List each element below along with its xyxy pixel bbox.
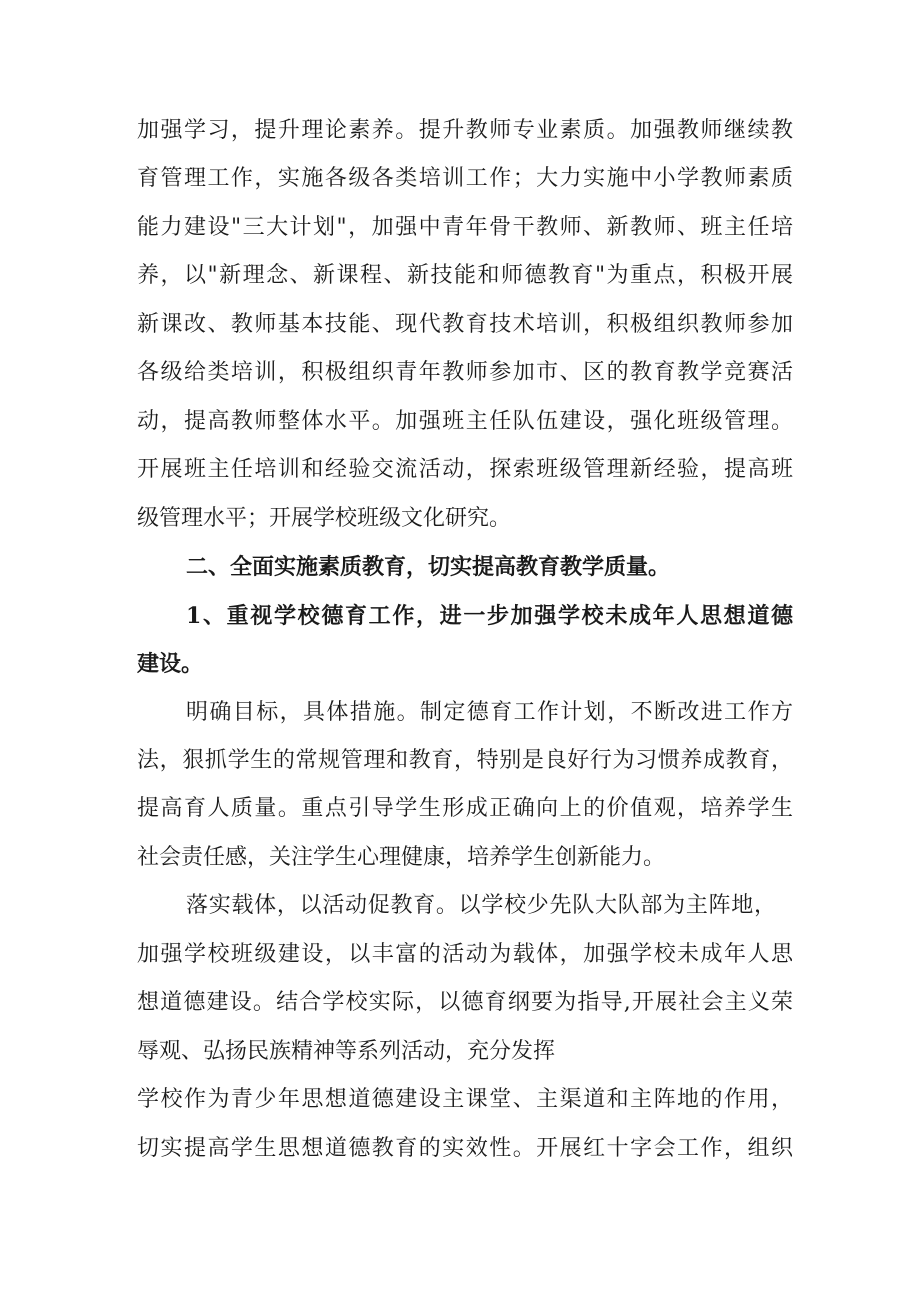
body-text-line: 想道德建设。结合学校实际，以德育纲要为指导,开展社会主义荣 [137,990,793,1015]
body-text-line: 切实提高学生思想道德教育的实效性。开展红十字会工作，组织 [137,1136,793,1161]
paragraph-start-line: 明确目标，具体措施。制定德育工作计划，不断改进工作方 [186,700,793,725]
body-text-line: 学校作为青少年思想道德建设主课堂、主渠道和主阵地的作用， [137,1087,793,1112]
subsection-heading-cont: 建设。 [137,651,204,677]
body-text-line: 动，提高教师整体水平。加强班主任队伍建设，强化班级管理。 [137,409,793,434]
body-text-line: 级管理水平；开展学校班级文化研究。 [137,506,512,531]
subsection-heading: 1、重视学校德育工作，进一步加强学校未成年人思想道德 [186,603,793,629]
body-text-line: 能力建设"三大计划"，加强中青年骨干教师、新教师、班主任培 [137,215,793,240]
body-text-line: 加强学习，提升理论素养。提升教师专业素质。加强教师继续教 [137,118,793,143]
body-text-line: 辱观、弘扬民族精神等系列活动，充分发挥 [137,1039,556,1064]
body-text-line: 法，狠抓学生的常规管理和教育，特别是良好行为习惯养成教育， [137,748,793,773]
body-text-line: 加强学校班级建设，以丰富的活动为载体，加强学校未成年人思 [137,942,793,967]
body-text-line: 社会责任感，关注学生心理健康，培养学生创新能力。 [137,845,666,870]
body-text-line: 养，以"新理念、新课程、新技能和师德教育"为重点，积极开展 [137,263,793,288]
body-text-line: 育管理工作，实施各级各类培训工作；大力实施中小学教师素质 [137,166,793,191]
body-text-line: 新课改、教师基本技能、现代教育技术培训，积极组织教师参加 [137,312,793,337]
body-text-line: 提高育人质量。重点引导学生形成正确向上的价值观，培养学生 [137,796,793,821]
body-text-line: 开展班主任培训和经验交流活动，探索班级管理新经验，提高班 [137,457,793,482]
section-heading: 二、全面实施素质教育，切实提高教育教学质量。 [186,554,671,580]
body-text-line: 各级给类培训，积极组织青年教师参加市、区的教育教学竞赛活 [137,360,793,385]
paragraph-start-line: 落实载体，以活动促教育。以学校少先队大队部为主阵地， [186,893,776,918]
